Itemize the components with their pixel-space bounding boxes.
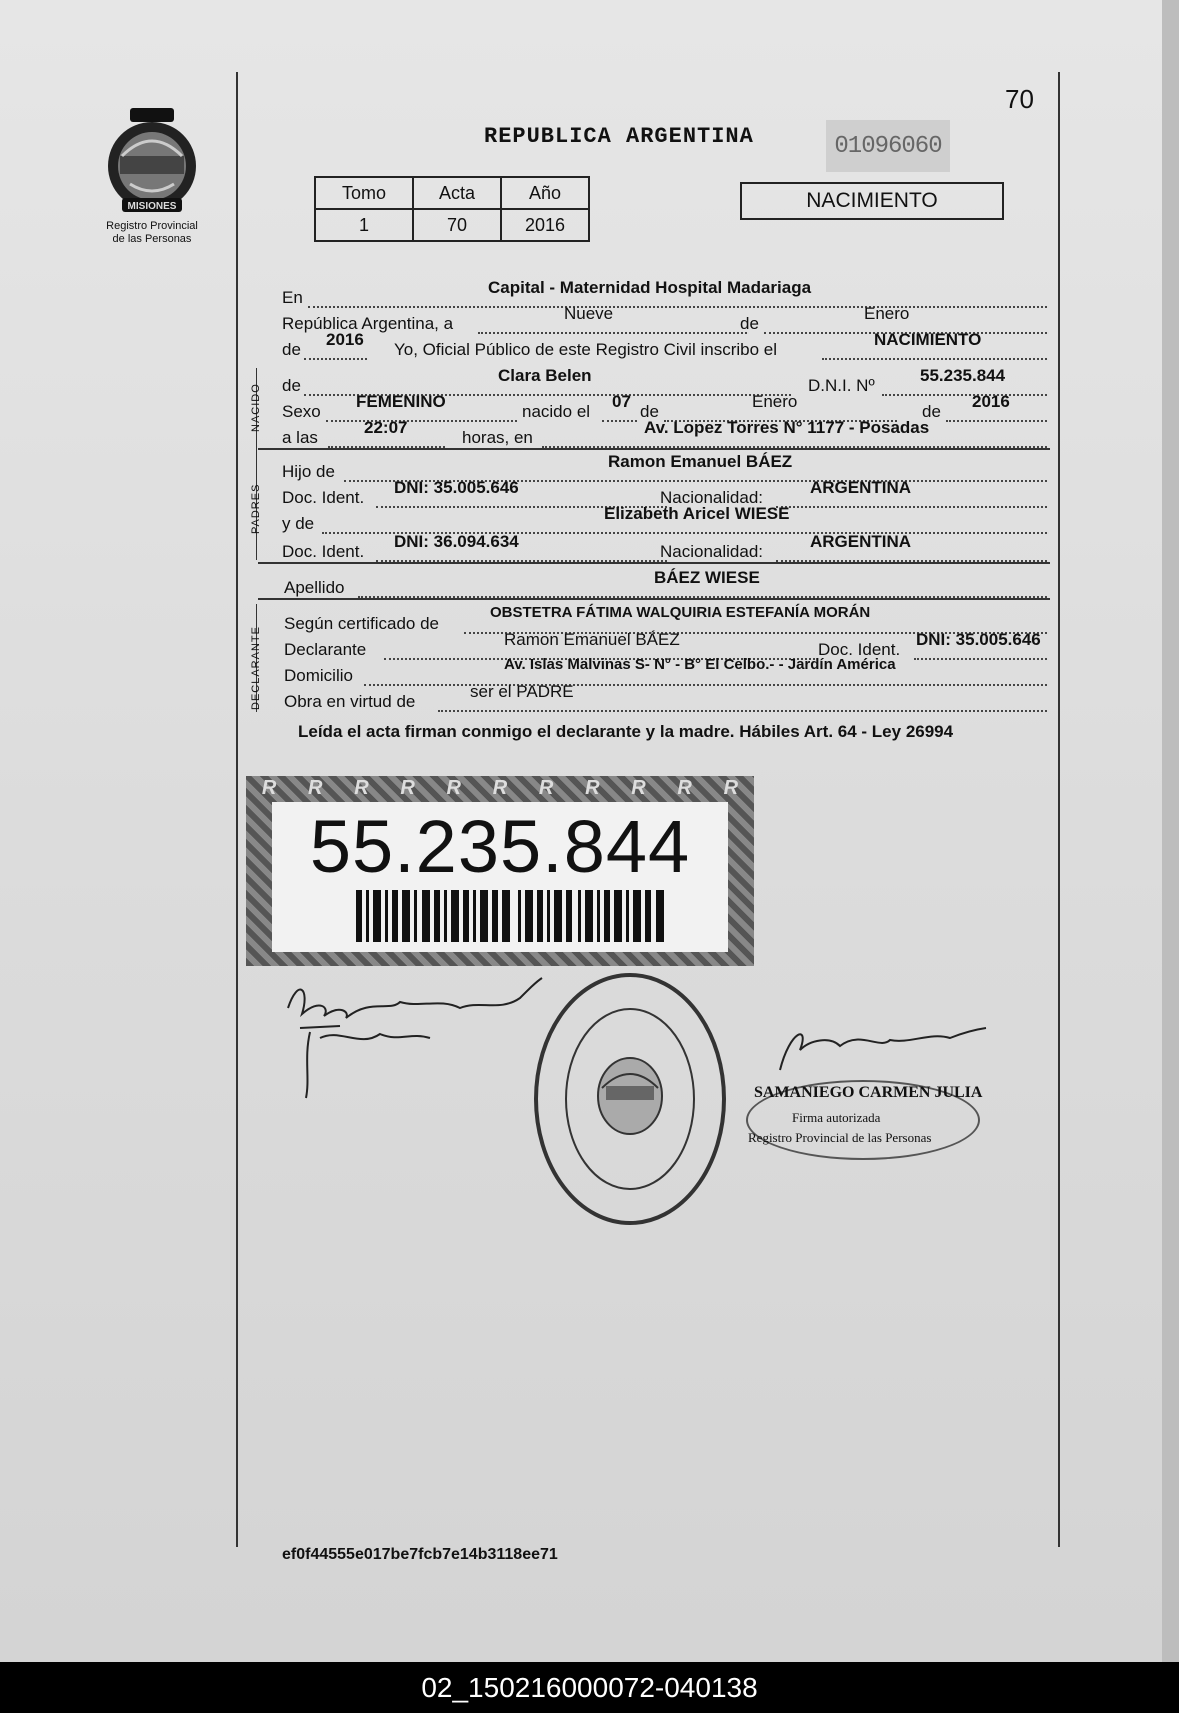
- value-father-nationality: ARGENTINA: [810, 478, 912, 497]
- volume-value-ano: 2016: [501, 209, 589, 241]
- value-birth-year: 2016: [972, 392, 1010, 411]
- label-apellido: Apellido: [284, 578, 345, 597]
- value-child-dni: 55.235.844: [920, 366, 1006, 385]
- volume-table: [314, 176, 590, 242]
- misiones-logo-icon: [100, 106, 204, 216]
- dni-label-block: [246, 776, 754, 966]
- registry-label-line2: de las Personas: [112, 233, 192, 245]
- divider-apellido: [258, 598, 1050, 600]
- row-domicilio: [282, 656, 1047, 686]
- value-month: Enero: [864, 304, 910, 323]
- row-apellido: [282, 568, 1047, 598]
- value-child-name: Clara Belen: [498, 366, 592, 385]
- label-sexo: Sexo: [282, 402, 321, 421]
- father-signature-icon: [280, 968, 560, 1108]
- value-inscribe-type: NACIMIENTO: [874, 330, 982, 349]
- value-sexo: FEMENINO: [356, 392, 446, 411]
- official-org: Registro Provincial de las Personas: [748, 1130, 932, 1145]
- label-republica: República Argentina, a: [282, 314, 454, 333]
- value-apellido: BÁEZ WIESE: [654, 568, 760, 587]
- value-certificate-by: OBSTETRA FÁTIMA WALQUIRIA ESTEFANÍA MORÁN: [490, 604, 871, 621]
- value-birth-month: Enero: [752, 392, 798, 411]
- value-day: Nueve: [564, 304, 614, 323]
- value-time: 22:07: [364, 418, 408, 437]
- registry-label-line1: Registro Provincial: [106, 220, 198, 232]
- value-domicilio: Av. Islas Malvinas S- N° - B° El Celbo.- - Jardín América: [504, 656, 896, 673]
- label-nacido-de: de: [282, 376, 301, 395]
- barcode-icon: [356, 890, 666, 942]
- label-hijo-de: Hijo de: [282, 462, 335, 481]
- r-mark: R: [538, 776, 554, 799]
- registry-label: [88, 220, 216, 246]
- label-obra: Obra en virtud de: [284, 692, 416, 711]
- value-father-doc: DNI: 35.005.646: [394, 478, 519, 497]
- label-de-2: de: [282, 340, 301, 359]
- volume-value-tomo: 1: [315, 209, 413, 241]
- r-mark: R: [446, 776, 461, 799]
- official-seal: [746, 1080, 983, 1160]
- value-declarante-name: Ramon Emanuel BÁEZ: [504, 630, 680, 649]
- page-edge: [1162, 0, 1179, 1662]
- value-father-name: Ramon Emanuel BÁEZ: [608, 452, 793, 471]
- value-declarante-doc: DNI: 35.005.646: [916, 630, 1041, 649]
- divider-nacido: [258, 448, 1050, 450]
- value-place: Capital - Maternidad Hospital Madariaga: [488, 278, 812, 297]
- label-inscribo: Yo, Oficial Público de este Registro Civil inscribo el: [394, 340, 777, 359]
- act-type-box: NACIMIENTO: [740, 182, 1004, 220]
- dni-label-number: 55.235.844: [309, 805, 691, 888]
- r-mark: R: [677, 776, 692, 799]
- value-obra: ser el PADRE: [470, 682, 574, 701]
- right-margin-line: [1058, 72, 1060, 1547]
- left-margin-line: [236, 72, 238, 1547]
- label-mother-nationality: Nacionalidad:: [660, 542, 764, 561]
- serial-number: 01096060: [826, 120, 950, 172]
- file-id-bar: 02_150216000072-040138: [0, 1662, 1179, 1713]
- r-mark: R: [400, 776, 415, 799]
- value-mother-name: Elizabeth Aricel WIESE: [604, 504, 790, 523]
- volume-header-acta: Acta: [413, 177, 501, 209]
- value-mother-nationality: ARGENTINA: [810, 532, 912, 551]
- r-mark: R: [354, 776, 369, 799]
- r-mark: R: [723, 776, 739, 799]
- label-birth-de: de: [640, 402, 659, 421]
- country-title: REPUBLICA ARGENTINA: [484, 124, 754, 149]
- section-label-nacido: NACIDO: [250, 383, 262, 432]
- dni-r-pattern: [246, 776, 754, 800]
- row-alas: [282, 418, 1047, 448]
- label-father-nationality: Nacionalidad:: [660, 488, 764, 507]
- volume-value-acta: 70: [413, 209, 501, 241]
- label-alas: a las: [282, 428, 318, 447]
- row-mother-doc: [282, 532, 1047, 562]
- label-y-de: y de: [282, 514, 315, 533]
- value-mother-doc: DNI: 36.094.634: [394, 532, 519, 551]
- label-declarante: Declarante: [284, 640, 367, 659]
- r-mark: R: [631, 776, 646, 799]
- official-role: Firma autorizada: [792, 1110, 881, 1125]
- r-mark: R: [308, 776, 323, 799]
- official-stamp-icon: [530, 970, 730, 1228]
- r-mark: R: [492, 776, 508, 799]
- label-mother-doc: Doc. Ident.: [282, 542, 365, 561]
- r-mark: R: [585, 776, 600, 799]
- value-birth-address: Av. Lopez Torres N° 1177 - Posadas: [644, 418, 930, 437]
- value-birth-day: 07: [612, 392, 631, 411]
- label-segun: Según certificado de: [284, 614, 439, 633]
- section-label-padres: PADRES: [250, 483, 262, 534]
- label-de: de: [740, 314, 759, 333]
- label-horas: horas, en: [462, 428, 533, 447]
- row-y-de: [282, 504, 1047, 534]
- volume-header-tomo: Tomo: [315, 177, 413, 209]
- label-nacido-el: nacido el: [522, 402, 591, 421]
- closing-text: Leída el acta firman conmigo el declarante y la madre. Hábiles Art. 64 - Ley 26994: [298, 722, 954, 741]
- value-year: 2016: [326, 330, 364, 349]
- official-name: SAMANIEGO CARMEN JULIA: [754, 1084, 983, 1101]
- official-signature-icon: [740, 1020, 990, 1084]
- label-dni: D.N.I. Nº: [808, 376, 875, 395]
- svg-text:MISIONES: MISIONES: [127, 201, 177, 212]
- document-hash: ef0f44555e017be7fcb7e14b3118ee71: [282, 1546, 558, 1563]
- divider-padres: [258, 562, 1050, 564]
- label-domicilio: Domicilio: [284, 666, 353, 685]
- row-obra: [282, 682, 1047, 712]
- r-mark: R: [261, 776, 277, 799]
- page-number: 70: [1005, 84, 1034, 114]
- label-en: En: [282, 288, 303, 307]
- dni-label-inner: [272, 802, 728, 952]
- row-year: [282, 330, 1047, 360]
- label-declarante-doc: Doc. Ident.: [818, 640, 901, 659]
- label-father-doc: Doc. Ident.: [282, 488, 365, 507]
- section-label-declarante: DECLARANTE: [250, 626, 262, 710]
- volume-header-ano: Año: [501, 177, 589, 209]
- row-en: [282, 278, 1047, 308]
- label-birth-de-2: de: [922, 402, 941, 421]
